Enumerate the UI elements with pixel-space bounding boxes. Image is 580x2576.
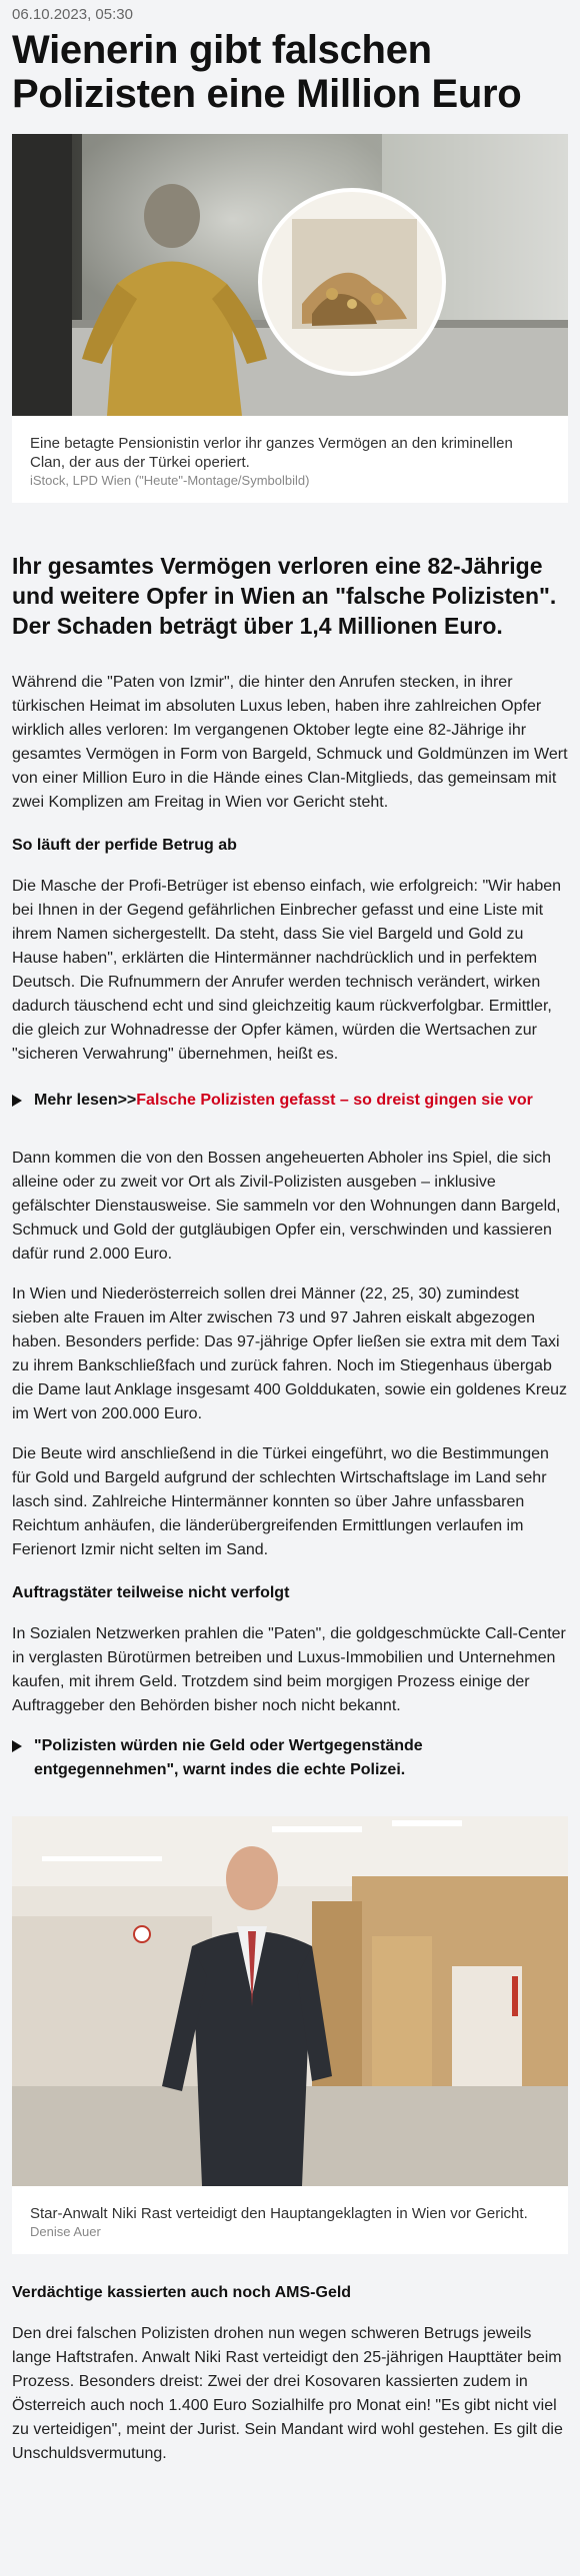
police-warning [12, 1734, 568, 1782]
article-lead: Ihr gesamtes Vermögen verloren eine 82-Jährige und weitere Opfer in Wien an "falsche Polizisten". Der Schaden beträgt über 1,4 Millionen Euro. [12, 553, 557, 639]
triangle-right-icon [12, 1740, 22, 1752]
article-title: Wienerin gibt falschen Polizisten eine Million Euro [12, 28, 522, 116]
subheading-betrug: So läuft der perfide Betrug ab [12, 837, 237, 854]
paragraph: In Wien und Niederösterreich sollen drei Männer (22, 25, 30) zumindest sieben alte Frauen im Alter zwischen 73 und 97 Jahren eiskalt abgezogen haben. Besonders perfide: Das 97-jährige Opfer ließen sie extra mit dem Taxi zu ihrem Bankschließfach und zurück fahren. Noch im Stiegenhaus übergab die Dame laut Anklage insgesamt 400 Golddukaten, sowie ein goldenes Kreuz im Wert von 200.000 Euro. [12, 1286, 568, 1422]
police-warning-text: "Polizisten würden nie Geld oder Wertgegenstände entgegennehmen", warnt indes die echte Polizei. [34, 1737, 423, 1778]
read-more-teaser [12, 1089, 568, 1113]
paragraph: Die Beute wird anschließend in die Türkei eingeführt, wo die Bestimmungen für Gold und Bargeld aufgrund der schlechten Wirtschaftslage im Land sehr lasch sind. Zahlreiche Hintermänner konnten so über Jahre unfassbaren Reichtum anhäufen, die länderübergreifenden Ermittlungen verlaufen im Ferienort Izmir nicht selten im Sand. [12, 1445, 549, 1558]
paragraph: Dann kommen die von den Bossen angeheuerten Abholer ins Spiel, die sich alleine oder zu zweit vor Ort als Zivil-Polizisten ausgeben – inklusive gefälschter Dienstausweise. Sie sammeln vor den Wohnungen dann Bargeld, Schmuck und Gold der gutgläubigen Opfer ein, verschwinden und kassieren dafür rund 2.000 Euro. [12, 1150, 561, 1263]
article-date: 06.10.2023, 05:30 [12, 6, 133, 23]
read-more-link[interactable]: Falsche Polizisten gefasst – so dreist gingen sie vor [136, 1092, 533, 1109]
subheading-ams: Verdächtige kassierten auch noch AMS-Geld [12, 2284, 352, 2301]
read-more-prefix: Mehr lesen>> [34, 1092, 137, 1109]
paragraph: Die Masche der Profi-Betrüger ist ebenso einfach, wie erfolgreich: "Wir haben bei Ihnen in der Gegend gefährlichen Einbrecher gefasst und eine Liste mit ihrem Namen sichergestellt. Da steht, dass Sie viel Bargeld und Gold zu Hause haben", erklärten die Hintermänner nachdrücklich und in perfektem Deutsch. Die Rufnummern der Anrufer werden technisch verändert, wirken dadurch täuschend echt und sind gleichzeitig kaum rückverfolgbar. Ermittler, die gleich zur Wohnadresse der Opfer kämen, würden die Wertsachen zur "sicheren Verwahrung" übernehmen, heißt es. [12, 878, 562, 1063]
hero-figure [12, 134, 568, 503]
hero-caption [12, 416, 568, 503]
hero-caption-credit: iStock, LPD Wien ("Heute"-Montage/Symbolbild) [30, 473, 310, 488]
hero-caption-text: Eine betagte Pensionistin verlor ihr ganzes Vermögen an den kriminellen Clan, der aus der Türkei operiert. [30, 435, 513, 471]
paragraph: In Sozialen Netzwerken prahlen die "Paten", die goldgeschmückte Call-Center in verglasten Bürotürmen betreiben und Luxus-Immobilien und Unternehmen kaufen, mit ihrem Geld. Trotzdem sind beim morgigen Prozess einige der Auftraggeber den Behörden bisher noch nicht bekannt. [12, 1625, 566, 1714]
paragraph: Während die "Paten von Izmir", die hinter den Anrufen stecken, in ihrer türkischen Heimat im absoluten Luxus leben, haben ihre zahlreichen Opfer wirklich alles verloren: Im vergangenen Oktober legte eine 82-Jährige ihr gesamtes Vermögen in Form von Bargeld, Schmuck und Goldmünzen im Wert von einer Million Euro in die Hände eines Clan-Mitglieds, das gemeinsam mit zwei Komplizen am Freitag in Wien vor Gericht steht. [12, 674, 568, 811]
hero-image[interactable] [12, 134, 568, 416]
lawyer-caption [12, 2186, 568, 2254]
subheading-auftrag: Auftragstäter teilweise nicht verfolgt [12, 1584, 290, 1601]
lawyer-caption-credit: Denise Auer [30, 2224, 101, 2239]
lawyer-image[interactable] [12, 1816, 568, 2186]
lawyer-caption-text: Star-Anwalt Niki Rast verteidigt den Hauptangeklagten in Wien vor Gericht. [30, 2205, 528, 2222]
triangle-right-icon [12, 1095, 22, 1107]
paragraph: Den drei falschen Polizisten drohen nun wegen schweren Betrugs jeweils lange Haftstrafen. Anwalt Niki Rast verteidigt den 25-jährigen Haupttäter beim Prozess. Besonders dreist: Zwei der drei Kosovaren kassierten zudem in Österreich auch noch 1.400 Euro Sozialhilfe pro Monat ein! "Es gibt nicht viel zu verteidigen", meint der Jurist. Sein Mandant wird wohl gestehen. Es gilt die Unschuldsvermutung. [12, 2325, 563, 2462]
lawyer-figure [12, 1816, 568, 2254]
